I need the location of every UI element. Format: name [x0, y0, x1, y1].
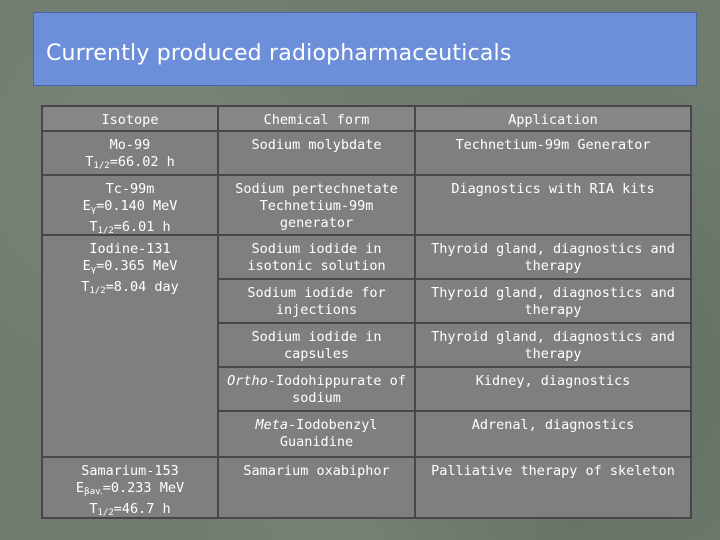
isotope-half-life: $T_{1/2}=6.01$ h — [89, 219, 171, 236]
header-isotope: Isotope — [43, 107, 217, 130]
application-cell: Adrenal, diagnostics — [416, 412, 690, 456]
chemical-form-cell: Meta-Iodobenzyl Guanidine — [219, 412, 414, 456]
isotope-cell-tc99m — [43, 176, 217, 234]
application-cell: Thyroid gland, diagnostics and therapy — [416, 236, 690, 278]
application-cell: Thyroid gland, diagnostics and therapy — [416, 280, 690, 322]
isotope-energy: $E_{\beta av.}=0.233$ MeV — [75, 480, 185, 497]
isotope-half-life: $T_{1/2}=46.7$ h — [89, 501, 171, 518]
chemical-form-cell: Samarium oxabiphor — [219, 458, 414, 517]
isotope-half-life: $T_{1/2}=8.04$ day — [81, 279, 179, 296]
chemical-form-cell: Sodium iodide for injections — [219, 280, 414, 322]
application-cell: Technetium-99m Generator — [416, 132, 690, 174]
slide-title: Currently produced radiopharmaceuticals — [46, 41, 512, 66]
chemical-form-cell: Sodium iodide in isotonic solution — [219, 236, 414, 278]
chemical-form-cell: Sodium pertechnetate Technetium-99m generator — [219, 176, 414, 234]
radiopharmaceuticals-table — [41, 105, 692, 519]
chemical-form-cell: Ortho-Iodohippurate of sodium — [219, 368, 414, 410]
application-cell: Palliative therapy of skeleton — [416, 458, 690, 517]
isotope-cell-mo99 — [43, 132, 217, 174]
isotope-energy: $E_\gamma=0.140$ MeV — [82, 198, 178, 215]
application-cell: Kidney, diagnostics — [416, 368, 690, 410]
isotope-name: Mo-99 — [109, 137, 151, 153]
chemical-form-cell: Sodium iodide in capsules — [219, 324, 414, 366]
application-cell: Diagnostics with RIA kits — [416, 176, 690, 234]
isotope-name: Samarium-153 — [81, 463, 179, 479]
application-cell: Thyroid gland, diagnostics and therapy — [416, 324, 690, 366]
isotope-name: Tc-99m — [105, 181, 155, 197]
isotope-cell-i131 — [43, 236, 217, 456]
isotope-name: Iodine-131 — [89, 241, 171, 257]
header-application: Application — [416, 107, 690, 130]
isotope-energy: $E_\gamma=0.365$ MeV — [82, 258, 178, 275]
chemical-form-cell: Sodium molybdate — [219, 132, 414, 174]
isotope-half-life: $T_{1/2}=66.02$ h — [85, 154, 175, 171]
header-chemical-form: Chemical form — [219, 107, 414, 130]
isotope-cell-sm153 — [43, 458, 217, 517]
title-bar — [33, 12, 697, 86]
